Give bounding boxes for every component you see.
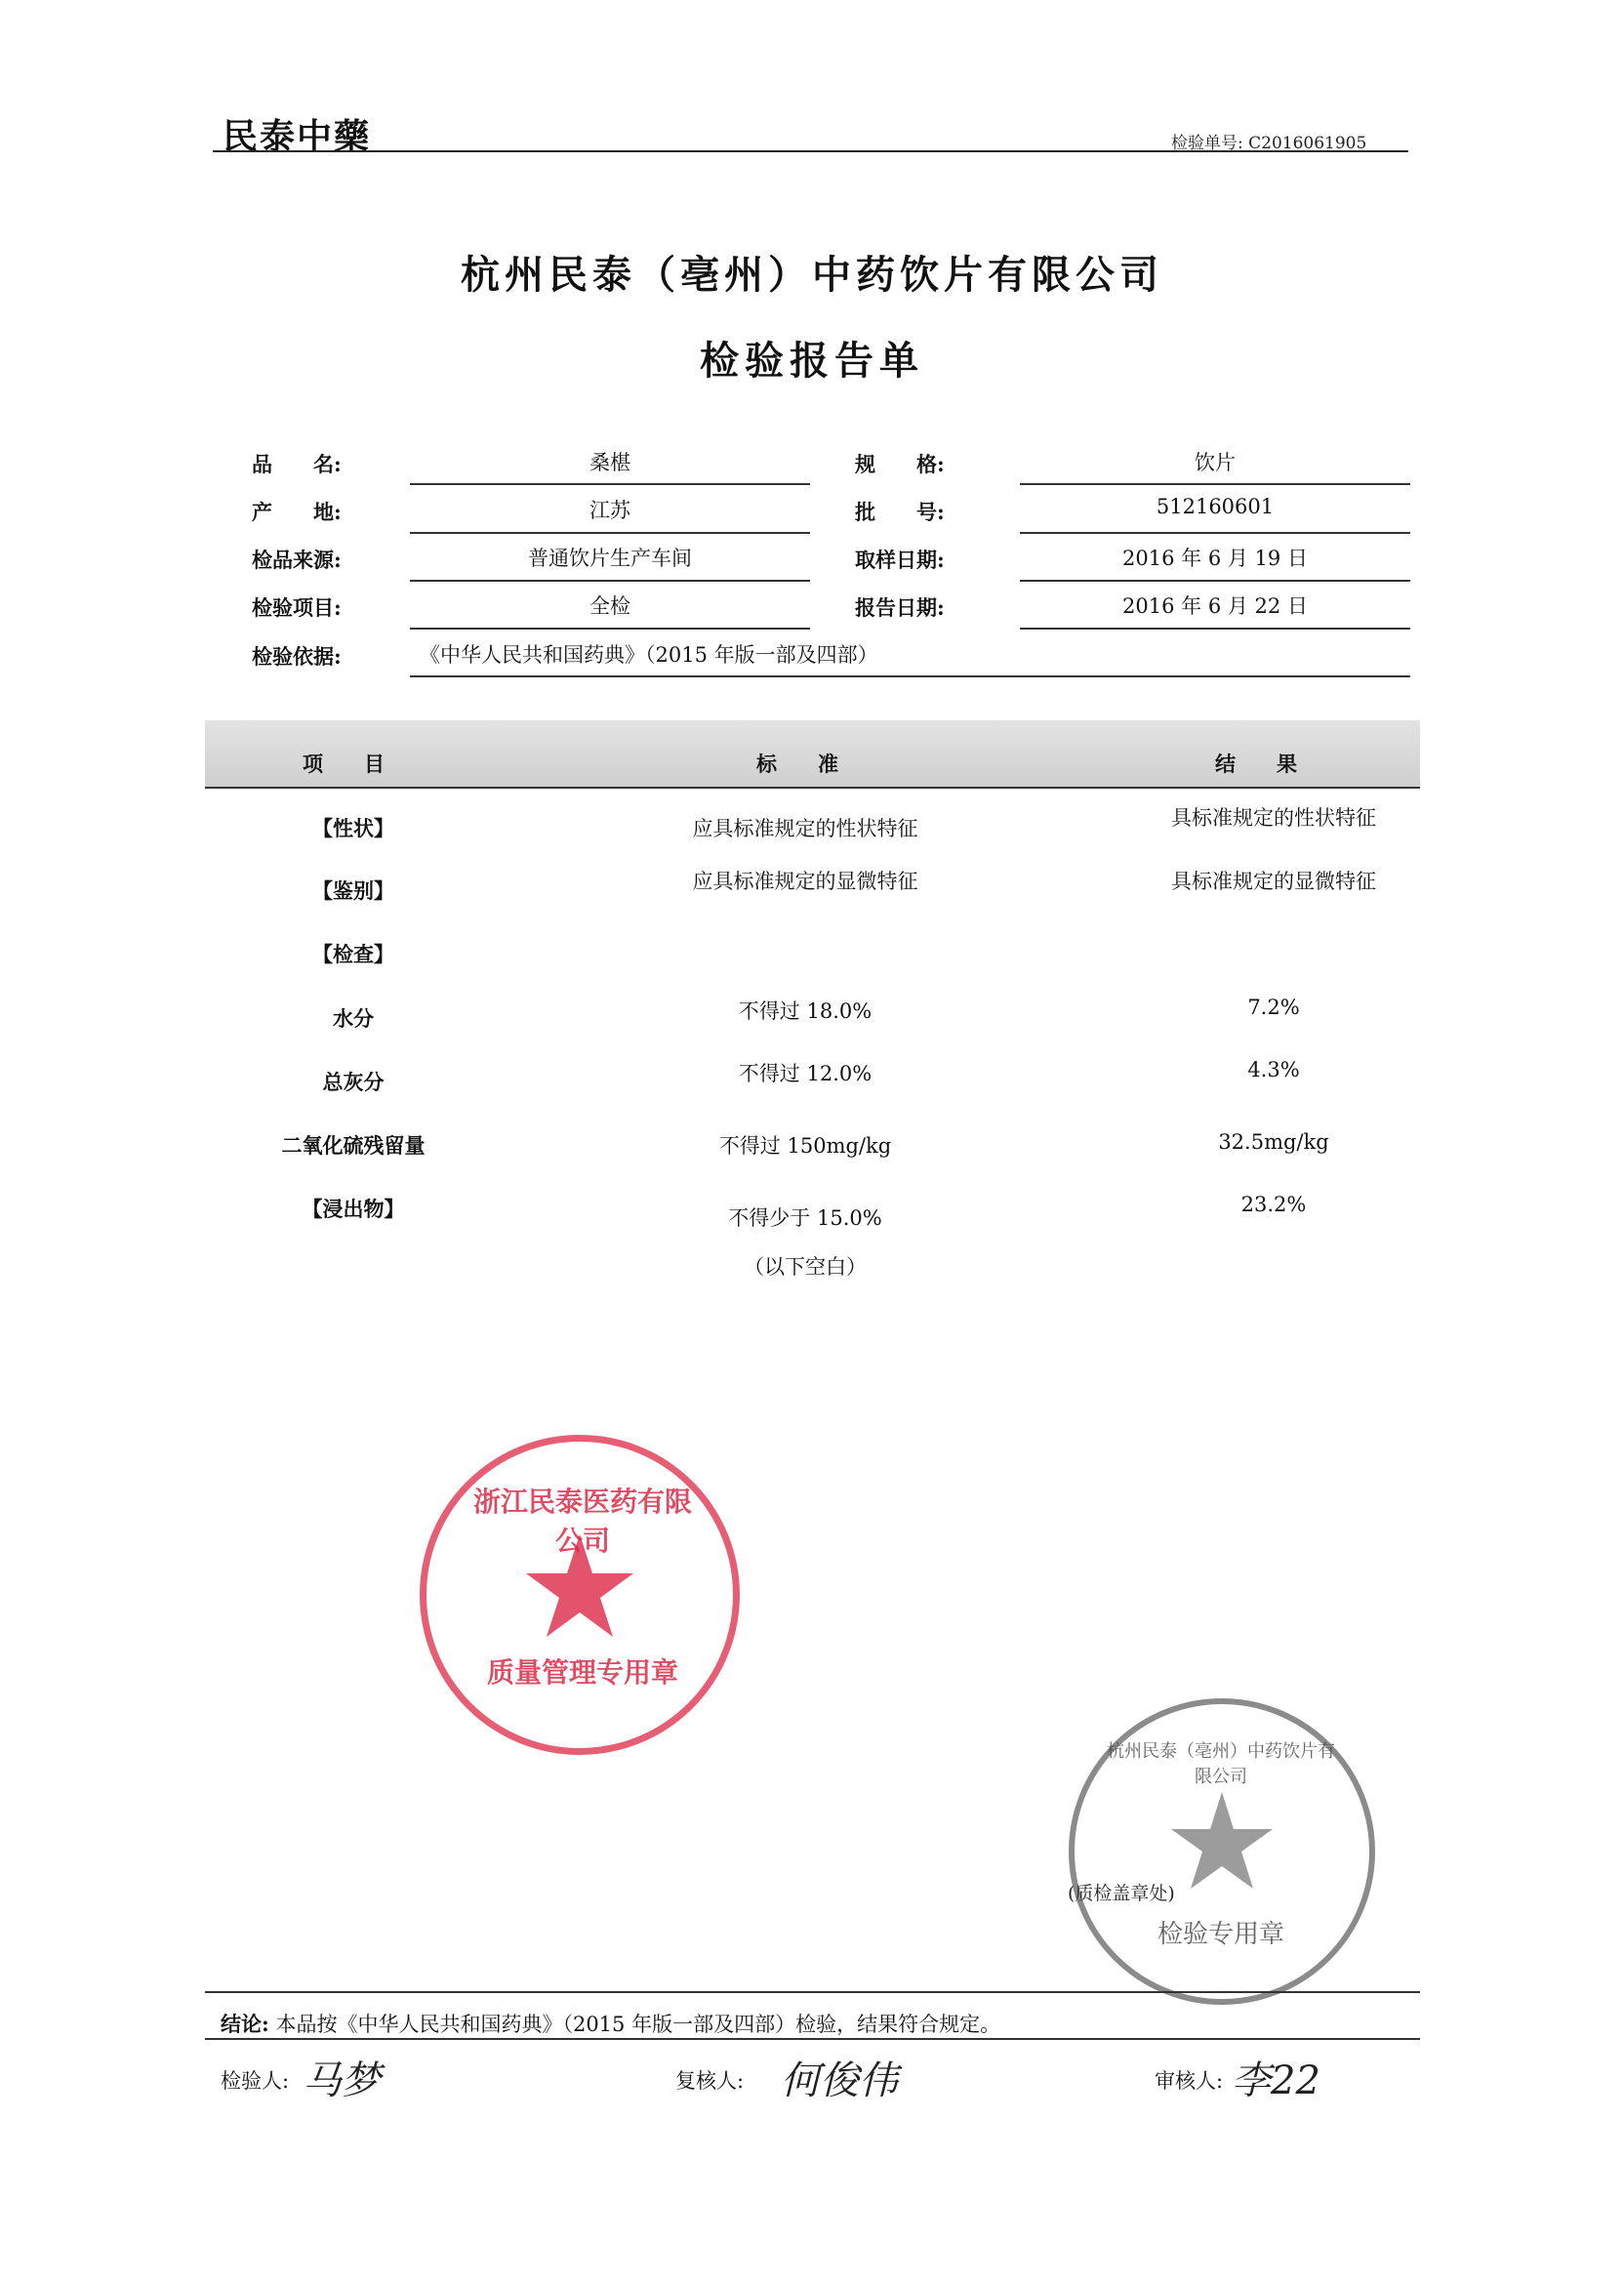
seal-grey-bottom-text: 检验专用章 (1157, 1920, 1284, 1949)
row-item: 【鉴别】 (312, 878, 394, 903)
reviewer-label: 复核人: (675, 2069, 745, 2093)
seal-red-bottom-text: 质量管理专用章 (486, 1656, 678, 1689)
row-item: 【性状】 (312, 816, 394, 840)
row-item: 水分 (333, 1006, 374, 1031)
row-item: 【浸出物】 (302, 1197, 405, 1221)
row-standard: 不得过 12.0% (738, 1062, 873, 1085)
company-logo: 民泰中藥 (223, 116, 372, 157)
underline (1020, 483, 1410, 485)
row-item: 二氧化硫残留量 (281, 1133, 426, 1158)
product-name-value: 桑椹 (589, 451, 630, 474)
item-value: 全检 (589, 594, 630, 618)
report-date-value: 2016 年 6 月 22 日 (1122, 594, 1308, 618)
approver-signature: 李22 (1232, 2058, 1320, 2103)
source-label: 检品来源: (252, 548, 342, 572)
row-result: 7.2% (1247, 996, 1300, 1019)
seal-note: (质检盖章处) (1068, 1883, 1175, 1904)
row-result: 具标准规定的显微特征 (1171, 870, 1376, 893)
underline (1020, 628, 1410, 630)
batch-label: 批 号: (855, 500, 945, 524)
underline (410, 675, 1410, 677)
basis-value: 《中华人民共和国药典》（2015 年版一部及四部） (420, 643, 878, 667)
company-name: 杭州民泰（亳州）中药饮片有限公司 (461, 252, 1163, 298)
col-header-standard: 标 准 (756, 752, 838, 776)
conclusion-text: 本品按《中华人民共和国药典》（2015 年版一部及四部）检验，结果符合规定。 (275, 2013, 1001, 2036)
underline (410, 483, 810, 485)
sample-date-label: 取样日期: (855, 548, 945, 572)
underline (410, 580, 810, 582)
row-standard: 应具标准规定的性状特征 (692, 817, 918, 840)
batch-value: 512160601 (1156, 495, 1275, 518)
source-value: 普通饮片生产车间 (528, 547, 692, 570)
blank-note: （以下空白） (744, 1255, 867, 1279)
spec-label: 规 格: (855, 452, 945, 476)
origin-label: 产 地: (252, 500, 342, 524)
row-result: 23.2% (1240, 1193, 1307, 1216)
conclusion (221, 2009, 1000, 2038)
origin-value: 江苏 (589, 499, 630, 522)
inspector-label: 检验人: (221, 2069, 290, 2093)
seal-grey-top-text: 杭州民泰（亳州）中药饮片有限公司 (1107, 1741, 1335, 1787)
col-header-result: 结 果 (1215, 752, 1297, 776)
row-standard: 不得过 18.0% (738, 999, 873, 1023)
reviewer-signature: 何俊伟 (781, 2058, 898, 2103)
red-quality-seal (420, 1435, 740, 1755)
footer-divider-bottom (205, 2038, 1420, 2040)
underline (410, 628, 810, 630)
sample-date-value: 2016 年 6 月 19 日 (1122, 547, 1308, 570)
document-title: 检验报告单 (700, 338, 924, 384)
inspector-signature: 马梦 (303, 2058, 381, 2103)
row-standard: 不得少于 15.0% (728, 1206, 882, 1230)
row-result: 具标准规定的性状特征 (1171, 806, 1376, 830)
footer-divider-top (205, 1991, 1420, 1993)
col-header-item: 项 目 (303, 752, 385, 776)
report-number: 检验单号: C2016061905 (1171, 134, 1367, 153)
basis-label: 检验依据: (252, 644, 342, 669)
row-standard: 不得过 150mg/kg (718, 1134, 892, 1158)
row-result: 4.3% (1247, 1058, 1300, 1081)
row-result: 32.5mg/kg (1218, 1130, 1329, 1154)
spec-value: 饮片 (1195, 451, 1236, 474)
row-item: 总灰分 (322, 1070, 385, 1094)
approver-label: 审核人: (1155, 2069, 1224, 2093)
product-name-label: 品 名: (252, 452, 342, 476)
row-item: 【检查】 (312, 942, 394, 966)
item-label: 检验项目: (252, 595, 342, 620)
underline (1020, 580, 1410, 582)
underline (410, 532, 810, 534)
report-date-label: 报告日期: (855, 595, 945, 620)
conclusion-label: 结论: (221, 2012, 269, 2036)
row-standard: 应具标准规定的显微特征 (692, 870, 918, 893)
underline (1020, 532, 1410, 534)
table-header-divider (205, 787, 1420, 789)
grey-inspection-seal (1069, 1698, 1375, 2005)
header-divider (213, 150, 1408, 152)
seal-red-top-text: 浙江民泰医药有限公司 (472, 1486, 692, 1557)
